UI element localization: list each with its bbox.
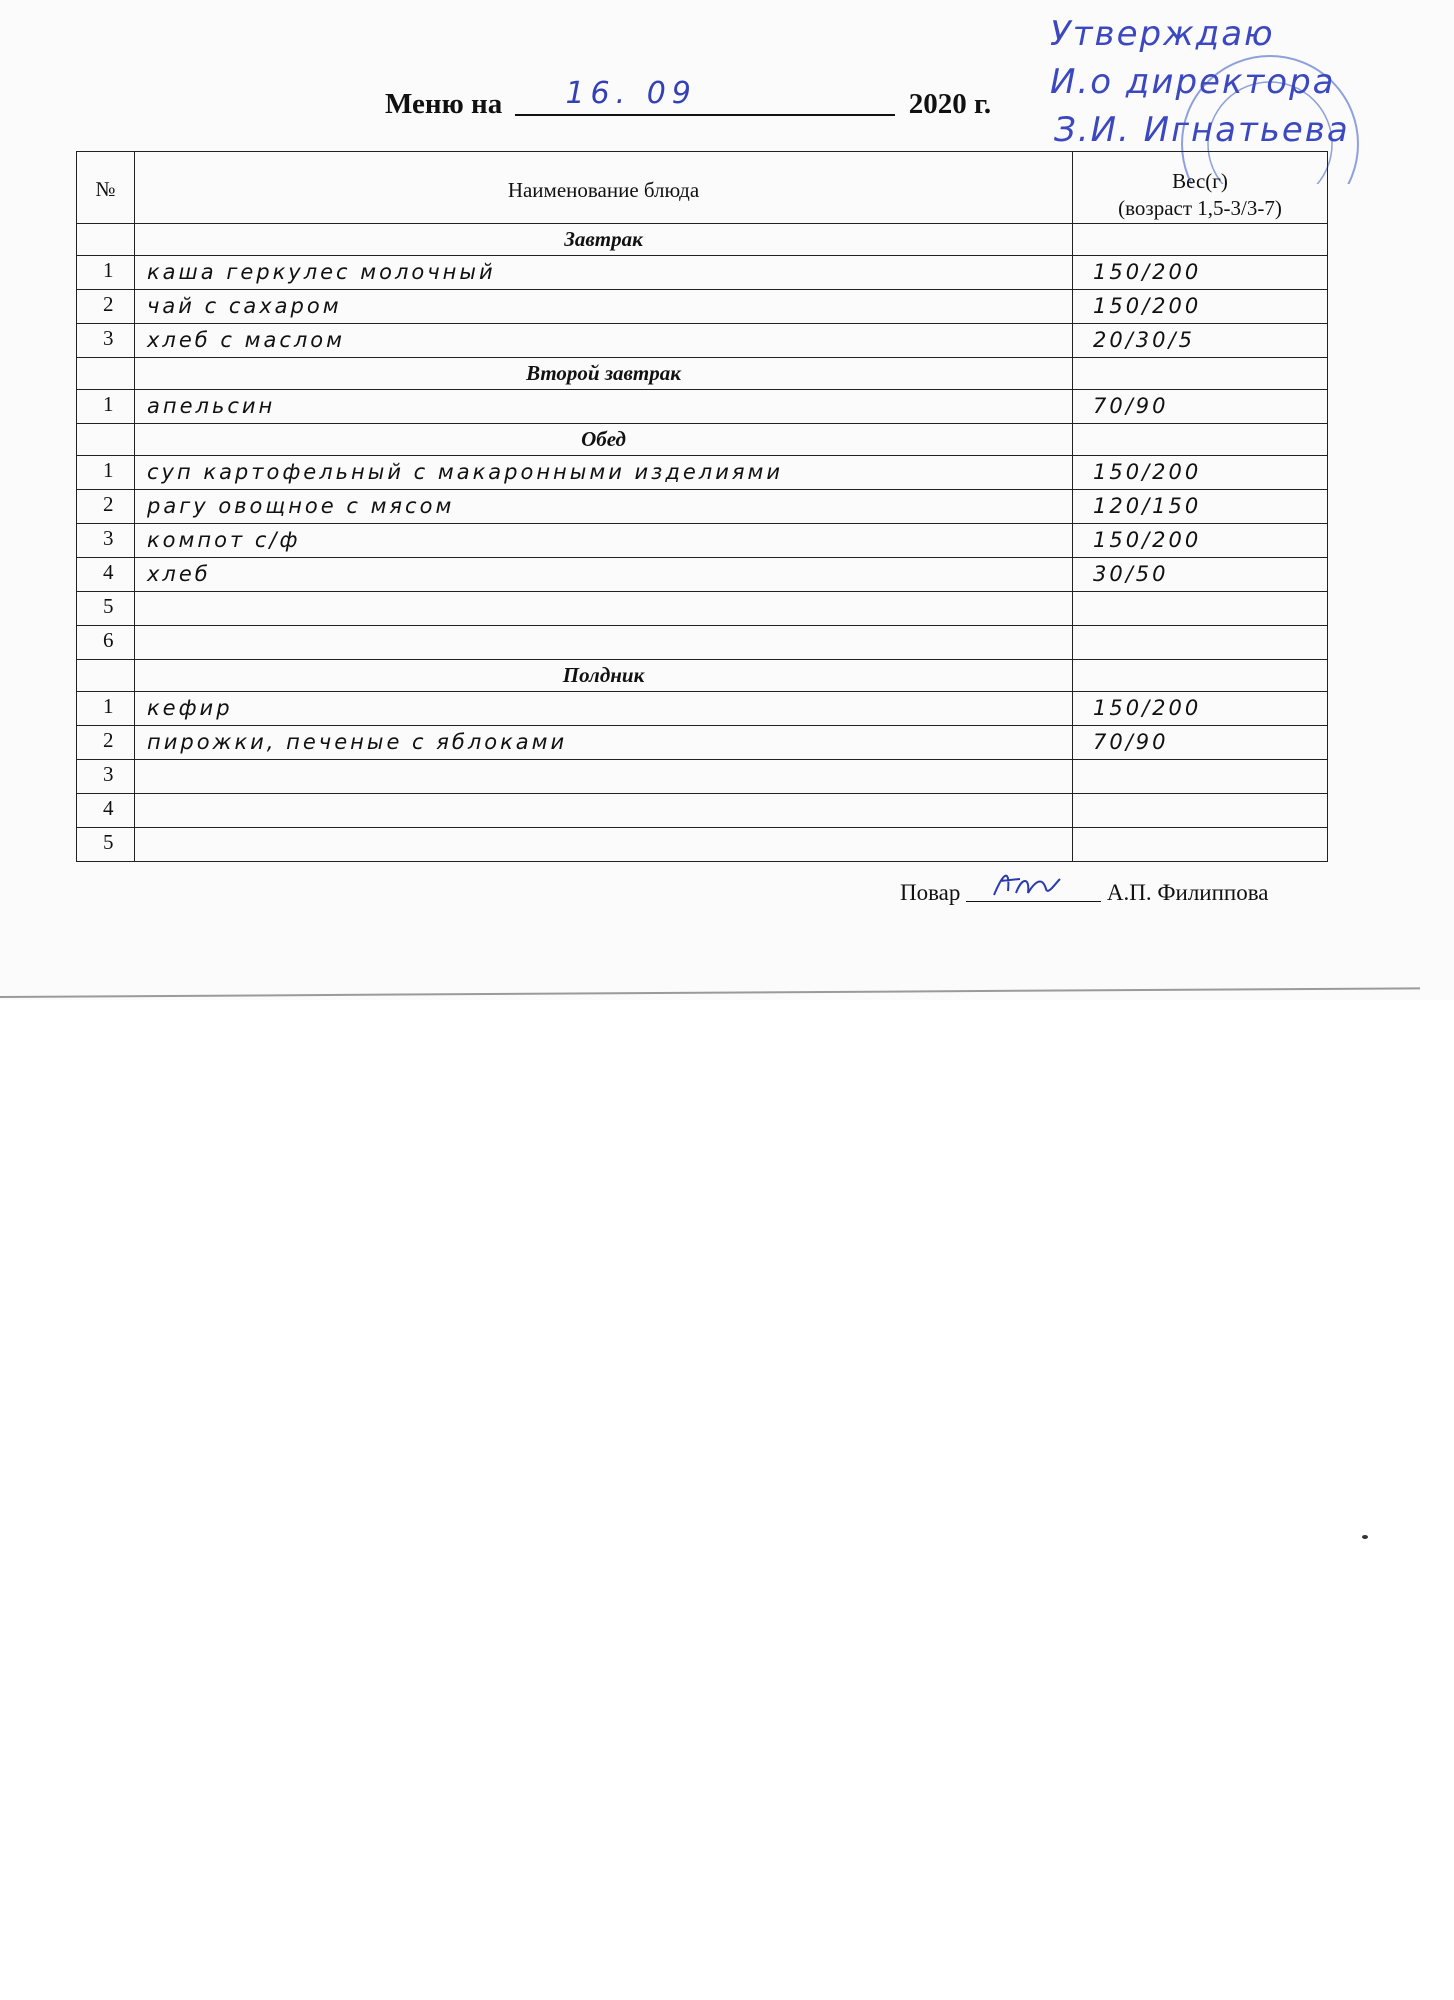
approval-line-2: И.о директора [1050, 62, 1336, 102]
menu-title [385, 76, 992, 121]
section-weight-cell [1073, 357, 1328, 389]
table-row [77, 793, 1328, 827]
section-row [77, 659, 1328, 691]
dish-name: рагу овощное с мясом [135, 489, 1073, 523]
dish-weight: 150/200 [1073, 523, 1328, 557]
row-number: 6 [77, 625, 135, 659]
date-field [515, 76, 895, 116]
row-number: 5 [77, 591, 135, 625]
section-num-cell [77, 223, 135, 255]
dish-name: кефир [135, 691, 1073, 725]
table-row [77, 389, 1328, 423]
section-title: Второй завтрак [135, 357, 1073, 389]
handwritten-signature-icon [986, 865, 1066, 905]
row-number: 4 [77, 793, 135, 827]
header-dish-name: Наименование блюда [135, 152, 1073, 224]
section-num-cell [77, 659, 135, 691]
menu-table [76, 151, 1328, 862]
table-row [77, 255, 1328, 289]
dish-weight: 150/200 [1073, 455, 1328, 489]
section-title: Завтрак [135, 223, 1073, 255]
dish-name: хлеб [135, 557, 1073, 591]
section-title: Обед [135, 423, 1073, 455]
dish-weight [1073, 591, 1328, 625]
dish-name: компот с/ф [135, 523, 1073, 557]
row-number: 1 [77, 691, 135, 725]
dish-name [135, 827, 1073, 861]
dish-name [135, 625, 1073, 659]
section-row [77, 423, 1328, 455]
row-number: 3 [77, 759, 135, 793]
dish-name [135, 591, 1073, 625]
handwritten-date: 16. 09 [565, 76, 697, 111]
dish-weight [1073, 793, 1328, 827]
signature-field [966, 881, 1101, 902]
signature-role: Повар [900, 880, 961, 905]
table-row [77, 557, 1328, 591]
section-row [77, 357, 1328, 389]
section-row [77, 223, 1328, 255]
table-row [77, 725, 1328, 759]
table-row [77, 625, 1328, 659]
row-number: 3 [77, 323, 135, 357]
title-prefix: Меню на [385, 88, 503, 120]
row-number: 1 [77, 255, 135, 289]
row-number: 4 [77, 557, 135, 591]
dish-name: каша геркулес молочный [135, 255, 1073, 289]
section-num-cell [77, 423, 135, 455]
row-number: 2 [77, 725, 135, 759]
dish-weight [1073, 759, 1328, 793]
header-num: № [77, 152, 135, 224]
table-row [77, 455, 1328, 489]
table-row [77, 827, 1328, 861]
section-title: Полдник [135, 659, 1073, 691]
header-weight [1073, 152, 1328, 224]
section-num-cell [77, 357, 135, 389]
table-row [77, 489, 1328, 523]
dish-name [135, 759, 1073, 793]
row-number: 5 [77, 827, 135, 861]
table-row [77, 759, 1328, 793]
title-year: 2020 г. [908, 88, 992, 120]
dish-weight [1073, 625, 1328, 659]
dish-name: апельсин [135, 389, 1073, 423]
table-row [77, 289, 1328, 323]
speck [1362, 1535, 1368, 1539]
section-weight-cell [1073, 223, 1328, 255]
dish-name: пирожки, печеные с яблоками [135, 725, 1073, 759]
table-row [77, 523, 1328, 557]
dish-name: хлеб с маслом [135, 323, 1073, 357]
dish-name [135, 793, 1073, 827]
sheet-edge [0, 987, 1420, 998]
header-weight-line-2: (возраст 1,5-3/3-7) [1118, 196, 1282, 221]
row-number: 3 [77, 523, 135, 557]
dish-weight: 150/200 [1073, 691, 1328, 725]
section-weight-cell [1073, 423, 1328, 455]
approval-line-1: Утверждаю [1050, 14, 1275, 54]
dish-weight: 120/150 [1073, 489, 1328, 523]
row-number: 2 [77, 289, 135, 323]
table-header-row [77, 152, 1328, 224]
dish-weight: 30/50 [1073, 557, 1328, 591]
signature-line [900, 880, 1269, 906]
row-number: 2 [77, 489, 135, 523]
row-number: 1 [77, 455, 135, 489]
dish-weight: 70/90 [1073, 725, 1328, 759]
table-row [77, 591, 1328, 625]
dish-weight: 20/30/5 [1073, 323, 1328, 357]
table-row [77, 691, 1328, 725]
approval-line-3: З.И. Игнатьева [1054, 110, 1350, 150]
header-weight-line-1: Вес(г) [1172, 169, 1228, 193]
dish-weight [1073, 827, 1328, 861]
table-row [77, 323, 1328, 357]
dish-name: суп картофельный с макаронными изделиями [135, 455, 1073, 489]
dish-weight: 150/200 [1073, 289, 1328, 323]
row-number: 1 [77, 389, 135, 423]
signature-name: А.П. Филиппова [1106, 880, 1269, 905]
section-weight-cell [1073, 659, 1328, 691]
dish-weight: 150/200 [1073, 255, 1328, 289]
dish-name: чай с сахаром [135, 289, 1073, 323]
dish-weight: 70/90 [1073, 389, 1328, 423]
